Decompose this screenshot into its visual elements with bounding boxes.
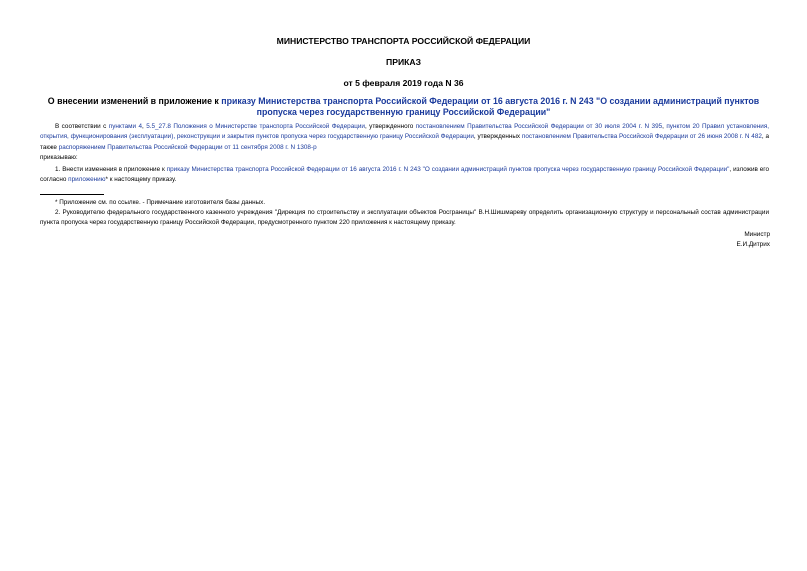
link-decree-395[interactable]: постановлением Правительства Российской Федерации от 30 июля 2004 г. N 395 [415, 123, 663, 130]
order-word: приказываю: [40, 154, 78, 162]
document-title [40, 96, 767, 118]
text: , [141, 123, 147, 130]
link-rules-point-20[interactable]: пунктом 20 Правил установления, открытия, функционирования (эксплуатации), реконструкции и закрытия пунктов пропуска через государственную границу Российской Федерации [40, 123, 770, 141]
paragraph-2: 2. Руководителю федерального государственного казенного учреждения "Дирекция по строительству и эксплуатации объектов Росграницы" В.Н.Шишмареву определить организационную структуру и персональный состав администрации пункта пропуска через государственную границу Российской Федерации, предусмотренного пунктом 220 приложения к настоящему приказу. [40, 209, 769, 227]
text: В соответствии с [55, 123, 109, 130]
title-prefix: О внесении изменений в приложение к [47, 96, 222, 106]
link-order-243[interactable]: приказу Министерства транспорта Российской Федерации от 16 августа 2016 г. N 243 "О создании администраций пунктов пропуска через государственную границу Российской Федерации" [166, 166, 730, 173]
paragraph-1 [40, 165, 769, 186]
link-decree-482[interactable]: постановлением Правительства Российской Федерации от 26 июня 2008 г. N 482 [521, 133, 762, 141]
signature-name: Е.И.Дитрих [736, 241, 770, 248]
date-number-heading: от 5 февраля 2019 года N 36 [343, 78, 464, 88]
signature-position: Министр [744, 231, 770, 238]
text: , а также [40, 133, 769, 151]
title-link[interactable]: приказу Министерства транспорта Российской Федерации от 16 августа 2016 г. N 243 "О создании администраций пунктов пропуска через государственную границу Российской Федерации" [221, 96, 760, 117]
paragraph-preamble [40, 122, 769, 164]
link-appendix[interactable]: приложению [68, 176, 106, 184]
ministry-heading: МИНИСТЕРСТВО ТРАНСПОРТА РОССИЙСКОЙ ФЕДЕРАЦИИ [276, 36, 531, 46]
link-points[interactable]: пунктами 4 [108, 123, 142, 130]
text: , утвержденного [364, 123, 416, 130]
text: , [662, 123, 667, 130]
text: , изложив его согласно [40, 166, 769, 184]
footnote: * Приложение см. по ссылке. - Примечание изготовителя базы данных. [55, 199, 266, 206]
footnote-separator [40, 194, 104, 195]
doc-type-heading: ПРИКАЗ [386, 57, 421, 67]
text: * к настоящему приказу. [105, 176, 177, 184]
link-order-1308[interactable]: распоряжением Правительства Российской Федерации от 11 сентября 2008 г. N 1308-р [58, 143, 317, 151]
link-points-2[interactable]: 5.5_27.8 [146, 123, 171, 130]
text: 1. Внести изменения в приложение к [55, 166, 167, 173]
link-regulation[interactable]: Положения о Министерстве транспорта Российской Федерации [173, 123, 365, 130]
text: , утвержденных [473, 133, 522, 141]
